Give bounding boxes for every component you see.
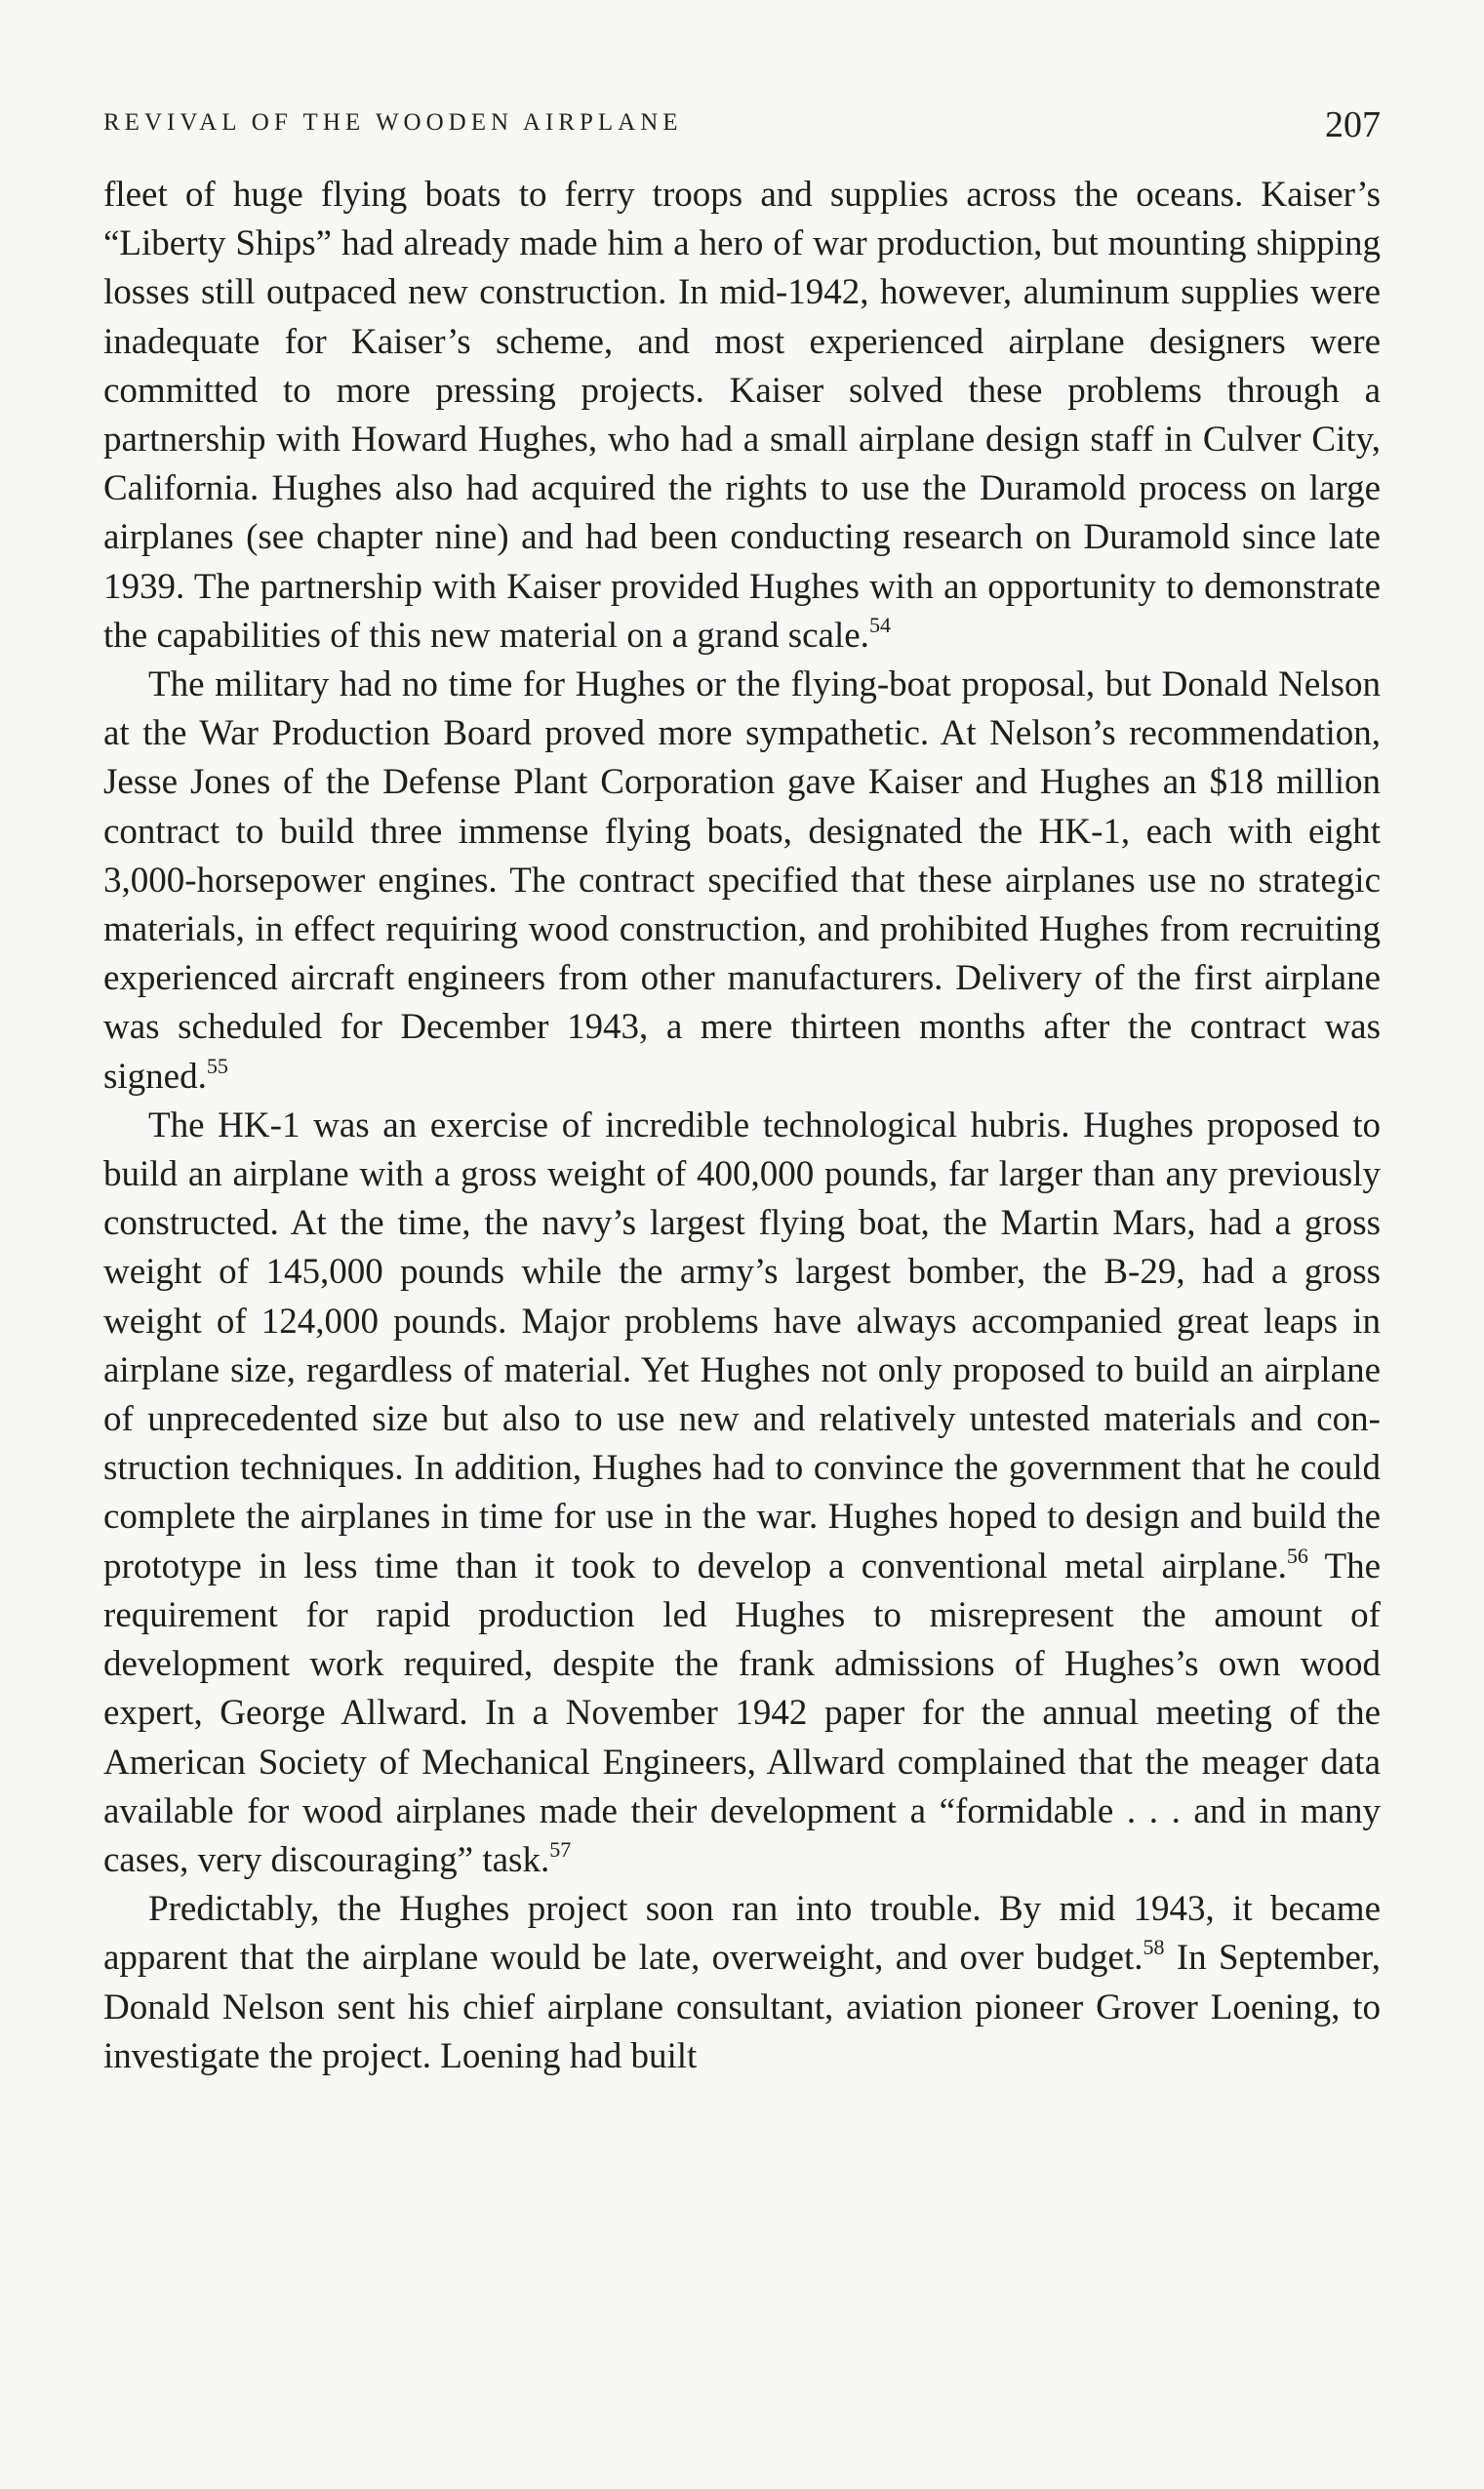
footnote-ref-57: 57 bbox=[549, 1836, 572, 1862]
running-title: REVIVAL OF THE WOODEN AIRPLANE bbox=[103, 109, 683, 136]
page-number: 207 bbox=[1325, 104, 1381, 145]
footnote-ref-56: 56 bbox=[1286, 1543, 1308, 1568]
footnote-ref-55: 55 bbox=[206, 1053, 228, 1078]
paragraph-2 bbox=[103, 661, 1381, 1102]
paragraph-3 bbox=[103, 1102, 1381, 1885]
paragraph-text: In September, Donald Nelson sent his chief airplane consultant, aviation pioneer Grover Loening, to investigate the project. Loening had built bbox=[103, 1938, 1381, 2076]
paragraph-text: Predictably, the Hughes project soon ran into trouble. By mid 1943, it became apparent that the airplane would be late, overweight, and over budget. bbox=[103, 1889, 1381, 1979]
running-head bbox=[103, 105, 1381, 148]
paragraph-1 bbox=[103, 171, 1381, 661]
body-text bbox=[103, 171, 1381, 2081]
paragraph-text: The requirement for rapid production led Hughes to misrepresent the amount of development work required, despite the frank admissions of Hughes’s own wood expert, George Allward. In a November 1942 paper for the annual meeting of the American Society of Mechanical Engineers, Allward complained that the meager data available for wood airplanes made their development a “formidable . . . and in many cases, very discouraging” task. bbox=[103, 1546, 1381, 1880]
paragraph-text: The military had no time for Hughes or the flying-boat proposal, but Donald Nelson at the War Production Board proved more sympathetic. At Nelson’s recommendation, Jesse Jones of the Defense Plant Corporation gave Kaiser and Hughes an $18 million contract to build three immense flying boats, designated the HK-1, each with eight 3,000-horsepower engines. The contract specified that these airplanes use no strategic materials, in effect requiring wood construction, and prohibited Hughes from recruiting experienced aircraft engineers from other manufacturers. Delivery of the first airplane was scheduled for December 1943, a mere thirteen months after the contract was signed. bbox=[103, 664, 1381, 1097]
paragraph-4 bbox=[103, 1885, 1381, 2081]
paragraph-text: The HK-1 was an exercise of incredible technological hubris. Hughes proposed to build an airplane with a gross weight of 400,000 pounds, far larger than any previously constructed. At the time, the navy’s largest flying boat, the Martin Mars, had a gross weight of 145,000 pounds while the army’s largest bomber, the B-29, had a gross weight of 124,000 pounds. Major problems have always accompanied great leaps in airplane size, regardless of material. Yet Hughes not only proposed to build an airplane of unprecedented size but also to use new and relatively untested materials and construction techniques. In addition, Hughes had to convince the government that he could complete the airplanes in time for use in the war. Hughes hoped to design and build the prototype in less time than it took to develop a conventional metal airplane. bbox=[103, 1104, 1381, 1586]
footnote-ref-54: 54 bbox=[868, 612, 891, 637]
paragraph-text: fleet of huge flying boats to ferry troops and supplies across the oceans. Kaiser’s “Liberty Ships” had already made him a hero of war production, but mounting shipping losses still outpaced new construction. In mid-1942, however, aluminum supplies were inadequate for Kaiser’s scheme, and most experienced airplane designers were committed to more pressing projects. Kaiser solved these problems through a partnership with Howard Hughes, who had a small airplane design staff in Culver City, California. Hughes also had acquired the rights to use the Duramold process on large airplanes (see chapter nine) and had been conducting research on Duramold since late 1939. The partnership with Kaiser provided Hughes with an opportunity to demonstrate the capabilities of this new material on a grand scale. bbox=[103, 175, 1381, 656]
footnote-ref-58: 58 bbox=[1143, 1935, 1165, 1960]
